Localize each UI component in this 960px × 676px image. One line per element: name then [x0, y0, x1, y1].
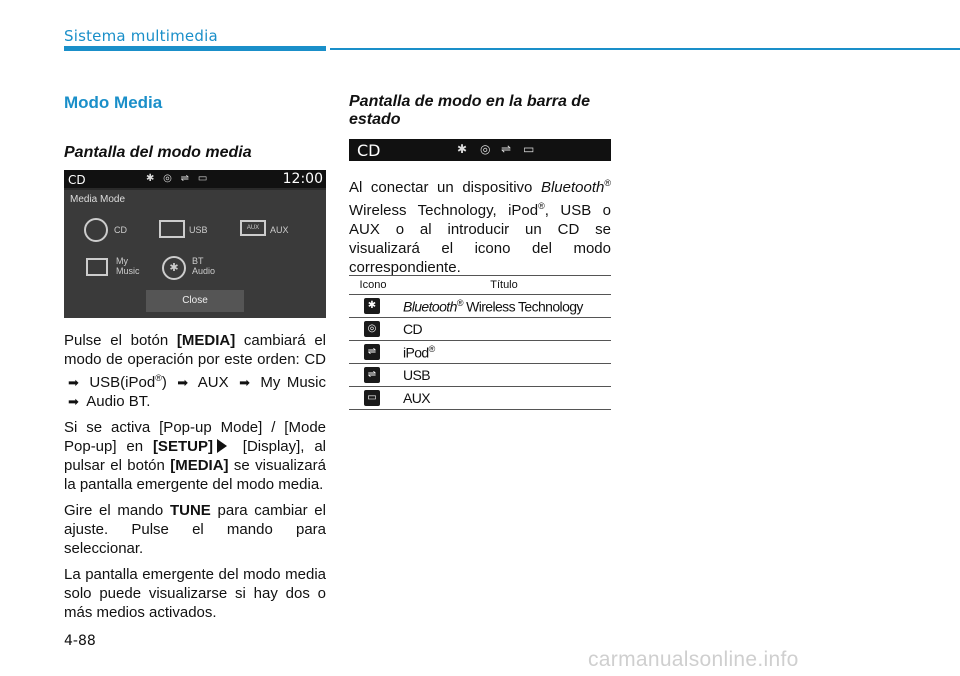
section-title: Sistema multimedia [64, 27, 218, 45]
column-header-icon: Icono [359, 279, 387, 291]
aux-icon: ▭ [523, 142, 535, 156]
panel-title: Media Mode [70, 194, 126, 205]
table-header [349, 275, 611, 295]
media-item-music-label: Music [116, 266, 140, 276]
media-mode-screenshot [64, 170, 326, 318]
media-item-aux-label: AUX [270, 225, 289, 235]
header-rule-thin [330, 48, 960, 50]
column-header-title: Título [490, 279, 518, 291]
ipod-usb-icon: ⇌ [364, 344, 380, 360]
media-item-cd-label: CD [114, 225, 127, 235]
paragraph-tune: Gire el mando TUNE para cambiar el ajuste. Pulse el mando para seleccionar. [64, 502, 326, 557]
media-item-usb-label: USB [189, 225, 208, 235]
paragraph-connect-device: Al conectar un dispositivo Bluetooth® Wireless Technology, iPod®, USB o AUX o al introducir un CD se visualizará el icono del modo correspondiente. [349, 178, 612, 276]
status-bar-sample [349, 139, 611, 161]
watermark: carmanualsonline.info [588, 648, 799, 671]
bluetooth-icon: ✱ [364, 298, 380, 314]
paragraph-popup-note: La pantalla emergente del modo media solo puede visualizarse si hay dos o más medios activados. [64, 566, 326, 621]
close-button: Close [146, 290, 244, 312]
arrow-icon: ➡ [68, 375, 79, 390]
screen-clock: 12:00 [282, 171, 323, 187]
page-number: 4-88 [64, 633, 96, 649]
usb-icon: ⇌ [501, 142, 512, 156]
bluetooth-icon: ✱ [162, 256, 186, 280]
table-row: ✱ Bluetooth® Wireless Technology [349, 295, 611, 318]
disc-icon: ◎ [480, 142, 491, 156]
triangle-right-icon [217, 439, 227, 453]
right-body-text [349, 174, 611, 284]
folder-music-icon [86, 258, 108, 276]
aux-icon: AUX [240, 220, 266, 236]
arrow-icon: ➡ [68, 394, 79, 409]
bluetooth-icon: ✱ [457, 142, 468, 156]
media-item-my-label: My [116, 256, 128, 266]
header-rule-thick [64, 46, 326, 51]
status-bar-mode: CD [357, 141, 381, 160]
arrow-icon: ➡ [239, 375, 250, 390]
screen-status-icons: ✱ ◎ ⇌ ▭ [146, 173, 211, 184]
heading-modo-media: Modo Media [64, 93, 163, 112]
icon-title-table [349, 275, 611, 410]
heading-statusbar-mode: Pantalla de modo en la barra de estado [349, 93, 590, 128]
paragraph-media-order: Pulse el botón [MEDIA] cambiará el modo de operación por este orden: CD ➡ USB(iPod®) ➡ AUX ➡ My Music ➡ Audio BT. [64, 332, 327, 410]
table-row: ⇌ USB [349, 364, 611, 387]
screen-mode-label: CD [68, 173, 86, 187]
media-item-bt-label: BT [192, 256, 204, 266]
usb-icon [159, 220, 185, 238]
paragraph-popup-mode: Si se activa [Pop-up Mode] / [Mode Pop-up] en [SETUP] [Display], al pulsar el botón [MEDIA] se visualizará la pantalla emergente del modo media. [64, 419, 326, 493]
aux-icon: ▭ [364, 390, 380, 406]
subheading-pantalla-modo-media: Pantalla del modo media [64, 144, 252, 161]
disc-icon: ◎ [364, 321, 380, 337]
disc-icon [84, 218, 108, 242]
arrow-icon: ➡ [177, 375, 189, 390]
screen-top-bar [64, 170, 326, 188]
table-row: ▭ AUX [349, 387, 611, 410]
usb-icon: ⇌ [364, 367, 380, 383]
media-item-audio-label: Audio [192, 266, 216, 276]
media-mode-panel [64, 190, 326, 318]
left-body-text [64, 331, 326, 629]
table-row: ⇌ iPod® [349, 341, 611, 364]
table-row: ◎ CD [349, 318, 611, 341]
